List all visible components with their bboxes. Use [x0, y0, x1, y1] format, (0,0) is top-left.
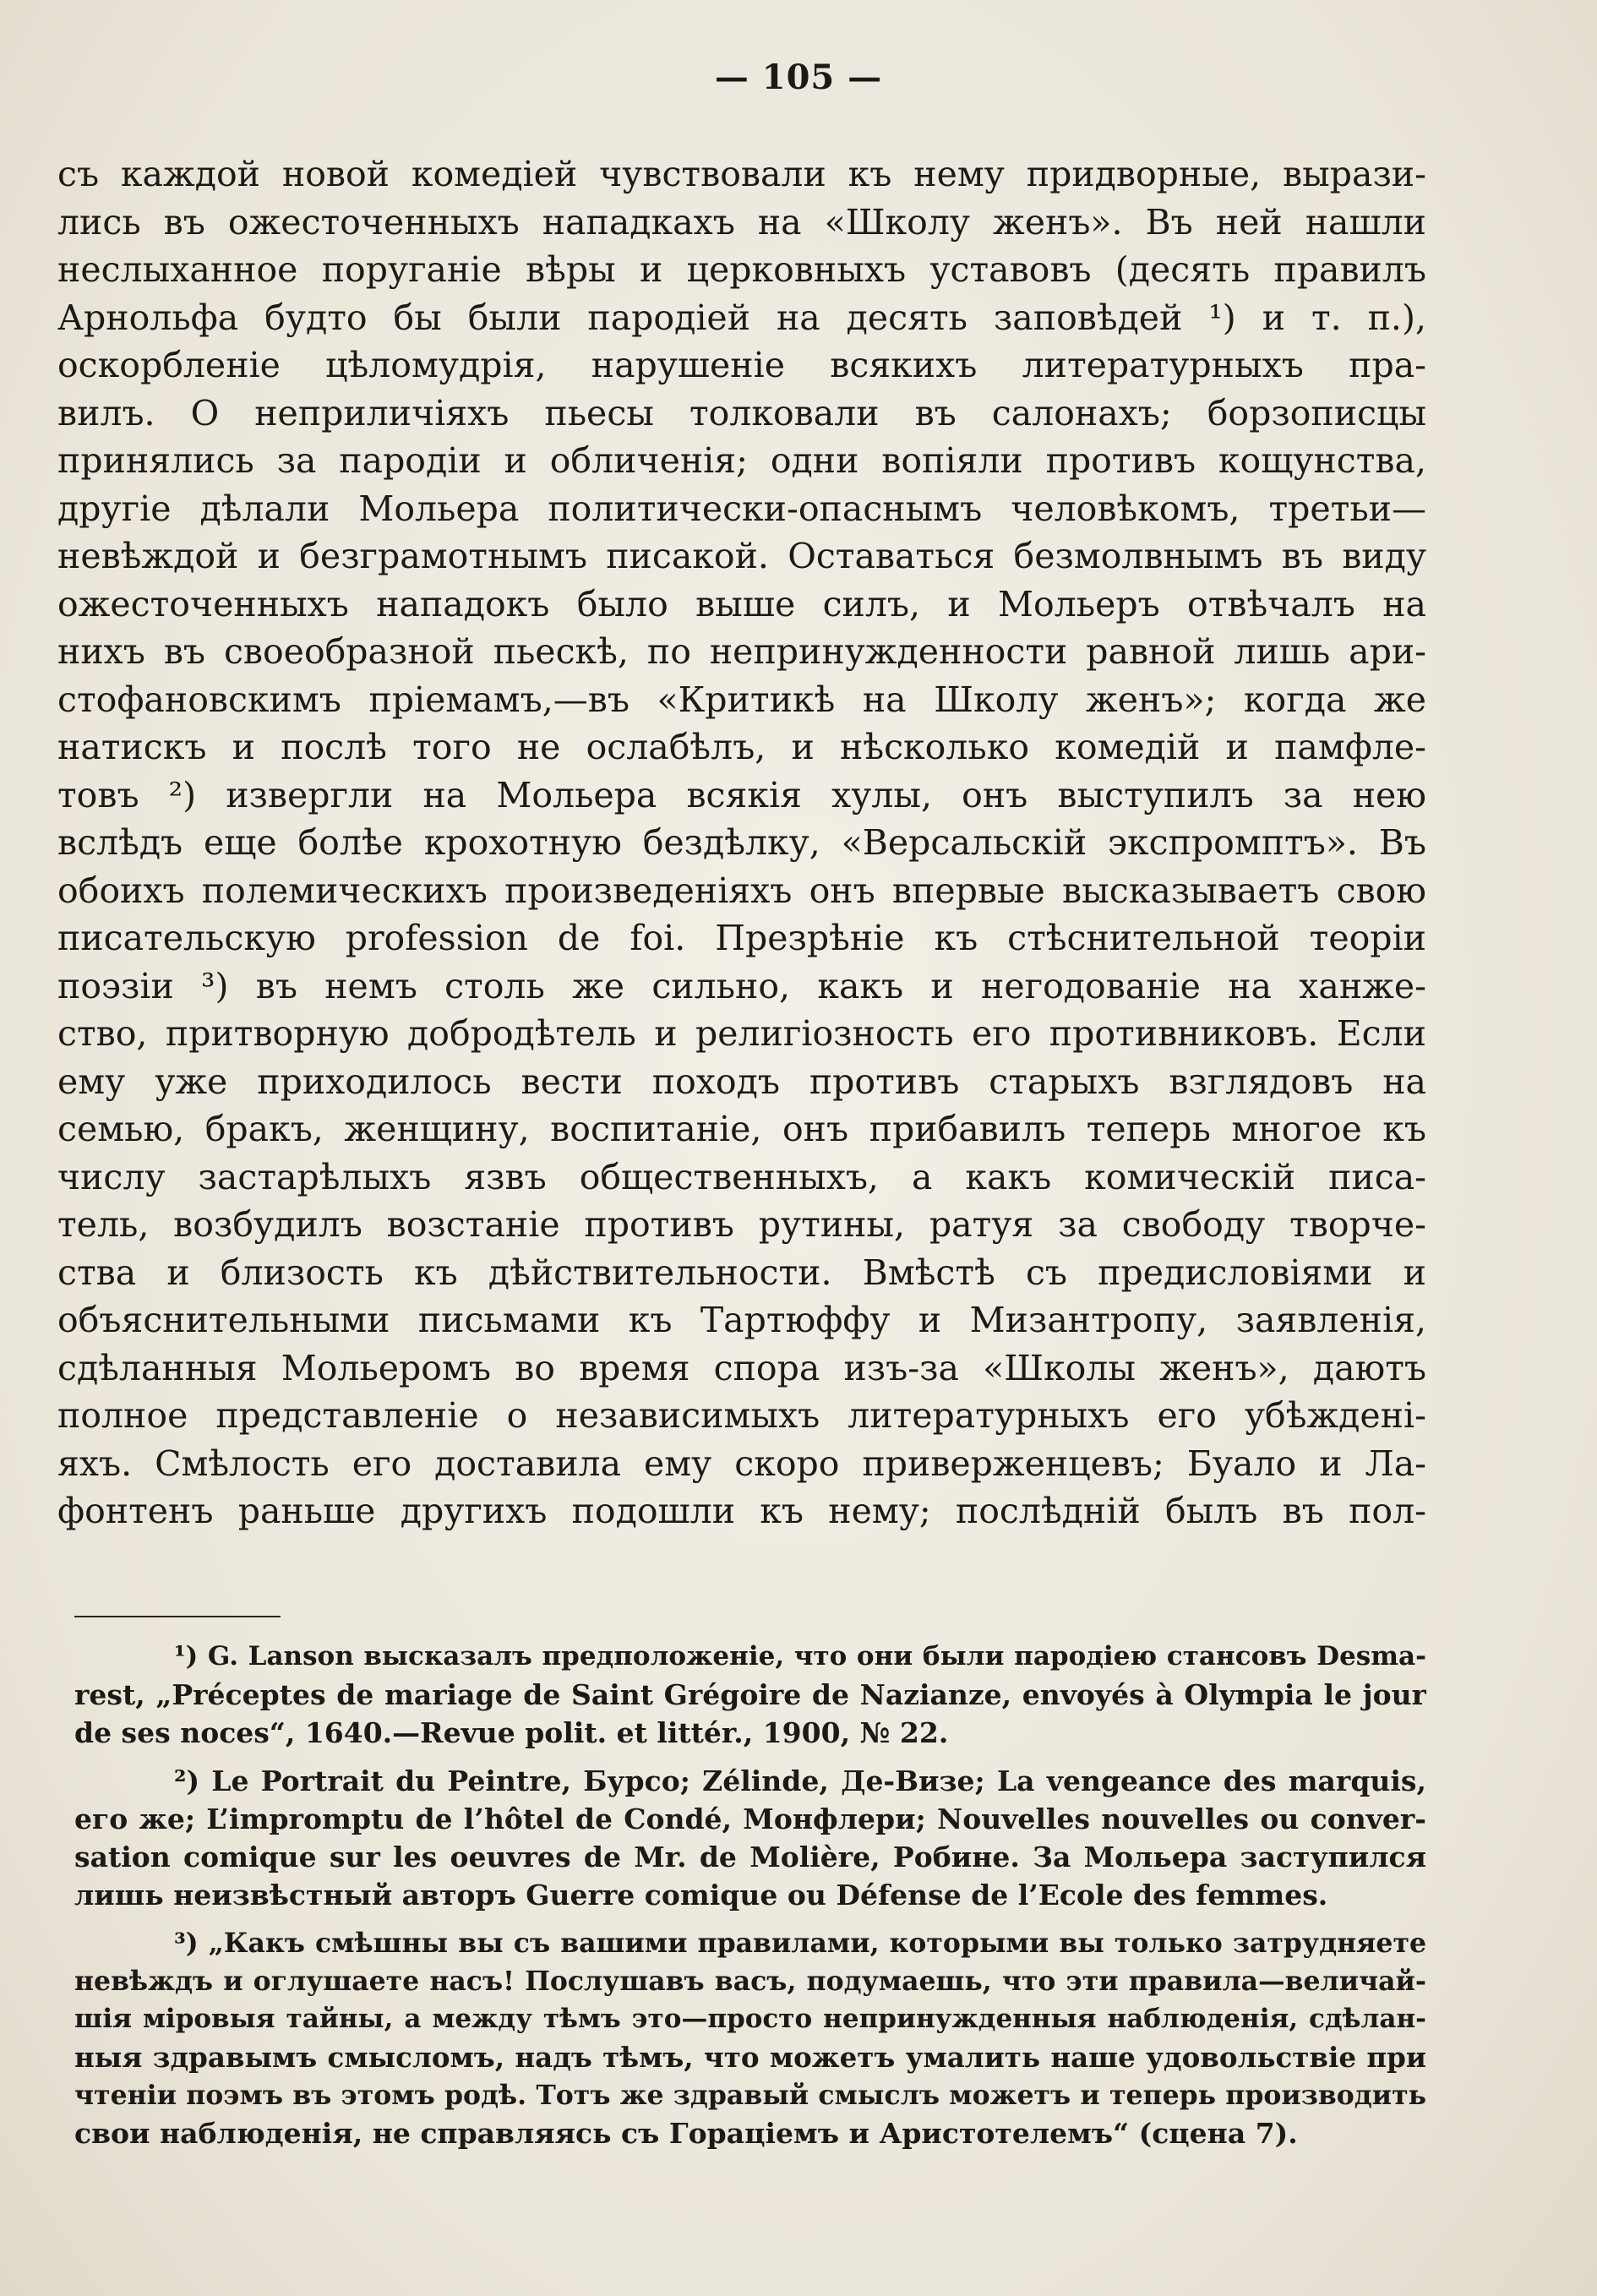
- text-line: съ каждой новой комедіей чувствовали къ нему придворные, вырази-: [57, 154, 1426, 194]
- footnotes: [74, 1638, 1426, 2162]
- text-line: писательскую profession de foi. Презрѣніе къ стѣснительной теоріи: [57, 918, 1426, 958]
- footnote-line: ³) „Какъ смѣшны вы съ вашими правилами, которыми вы только затрудняете: [174, 1928, 1426, 1959]
- text-line: вслѣдъ еще болѣе крохотную бездѣлку, «Версальскій экспромптъ». Въ: [57, 822, 1426, 863]
- text-line: лись въ ожесточенныхъ нападкахъ на «Школу женъ». Въ ней нашли: [57, 201, 1426, 243]
- text-line: товъ ²) извергли на Мольера всякія хулы, онъ выступилъ за нею: [57, 774, 1426, 815]
- text-line: нихъ въ своеобразной пьескѣ, по непринужденности равной лишь ари-: [57, 631, 1426, 672]
- text-line: ства и близость къ дѣйствительности. Вмѣстѣ съ предисловіями и: [57, 1252, 1426, 1293]
- text-line: неслыханное поруганіе вѣры и церковныхъ уставовъ (десять правилъ: [57, 249, 1426, 290]
- text-line: Арнольфа будто бы были пародіей на десять заповѣдей ¹) и т. п.),: [57, 297, 1426, 338]
- footnote-line: невѣждъ и оглушаете насъ! Послушавъ васъ, подумаешь, что эти правила—величай-: [74, 1966, 1426, 1997]
- page-number: — 105 —: [714, 57, 883, 97]
- footnote-line: ²) Le Portrait du Peintre, Бурсо; Zélinde, Де-Визе; La vengeance des marquis,: [174, 1764, 1426, 1797]
- footnote-line: его же; L’impromptu de l’hôtel de Condé, Монфлери; Nouvelles nouvelles ou conver-: [74, 1802, 1426, 1835]
- footnote-line: rest, „Préceptes de mariage de Saint Grégoire de Nazianze, envoyés à Olympia le jour: [74, 1678, 1426, 1711]
- text-line: оскорбленіе цѣломудрія, нарушеніе всякихъ литературныхъ пра-: [57, 345, 1426, 385]
- text-line: полное представленіе о независимыхъ литературныхъ его убѣжденi-: [57, 1395, 1426, 1436]
- footnote-line: свои наблюденія, не справляясь съ Гораціемъ и Аристотелемъ“ (сцена 7).: [74, 2117, 1298, 2150]
- text-line: другіе дѣлали Мольера политически-опаснымъ человѣкомъ, третьи—: [57, 488, 1426, 529]
- footnote-3: [74, 1924, 1426, 2152]
- text-line: сдѣланныя Мольеромъ во время спора изъ-за «Школы женъ», даютъ: [57, 1347, 1426, 1388]
- footnote-divider: [74, 1616, 281, 1617]
- footnote-1: [74, 1638, 1426, 1752]
- text-line: вилъ. О неприличіяхъ пьесы толковали въ салонахъ; борзописцы: [57, 392, 1426, 434]
- text-line: числу застарѣлыхъ язвъ общественныхъ, а какъ комическій писа-: [57, 1156, 1426, 1197]
- text-line: поэзіи ³) въ немъ столь же сильно, какъ и негодованіе на ханже-: [57, 965, 1426, 1006]
- text-line: принялись за пародіи и обличенія; одни вопіяли противъ кощунства,: [57, 440, 1426, 481]
- text-line: фонтенъ раньше другихъ подошли къ нему; послѣднiй былъ въ пол-: [57, 1491, 1426, 1531]
- text-line: ожесточенныхъ нападокъ было выше силъ, и Мольеръ отвѣчалъ на: [57, 583, 1426, 624]
- text-line: стофановскимъ пріемамъ,—въ «Критикѣ на Школу женъ»; когда же: [57, 679, 1426, 720]
- text-line: обоихъ полемическихъ произведеніяхъ онъ впервые высказываетъ свою: [57, 870, 1426, 911]
- footnote-line: лишь неизвѣстный авторъ Guerre comique ou Défense de l’Ecole des femmes.: [74, 1879, 1328, 1912]
- text-line: натискъ и послѣ того не ослабѣлъ, и нѣсколько комедій и памфле-: [57, 727, 1426, 767]
- text-line: тель, возбудилъ возстаніе противъ рутины, ратуя за свободу творче-: [57, 1204, 1426, 1245]
- text-line: семью, бракъ, женщину, воспитаніе, онъ прибавилъ теперь многое къ: [57, 1109, 1426, 1149]
- footnote-2: [74, 1762, 1426, 1914]
- footnote-line: чтеніи поэмъ въ этомъ родѣ. Тотъ же здравый смыслъ можетъ и теперь производить: [74, 2080, 1426, 2111]
- footnote-line: шія міровыя тайны, а между тѣмъ это—просто непринужденныя наблюденія, сдѣлан-: [74, 2004, 1426, 2034]
- footnote-line: ¹) G. Lanson высказалъ предположеніе, что они были пародіею стансовъ Desma-: [174, 1641, 1426, 1672]
- text-line: объяснительными письмами къ Тартюффу и Мизантропу, заявленія,: [57, 1300, 1426, 1340]
- text-line: яхъ. Смѣлость его доставила ему скоро приверженцевъ; Буало и Ла-: [57, 1442, 1426, 1484]
- main-text: [57, 150, 1426, 1535]
- text-line: ему уже приходилось вести походъ противъ старыхъ взглядовъ на: [57, 1061, 1426, 1102]
- footnote-line: ныя здравымъ смысломъ, надъ тѣмъ, что можетъ умалить наше удовольствіе при: [74, 2041, 1426, 2074]
- text-line: невѣждой и безграмотнымъ писакой. Оставаться безмолвнымъ въ виду: [57, 536, 1426, 576]
- text-line: ство, притворную добродѣтель и религіозность его противниковъ. Если: [57, 1013, 1426, 1054]
- footnote-line: de ses noces“, 1640.—Revue polit. et littér., 1900, № 22.: [74, 1716, 949, 1749]
- footnote-line: sation comique sur les oeuvres de Mr. de Molière, Робине. За Мольера заступился: [74, 1841, 1426, 1873]
